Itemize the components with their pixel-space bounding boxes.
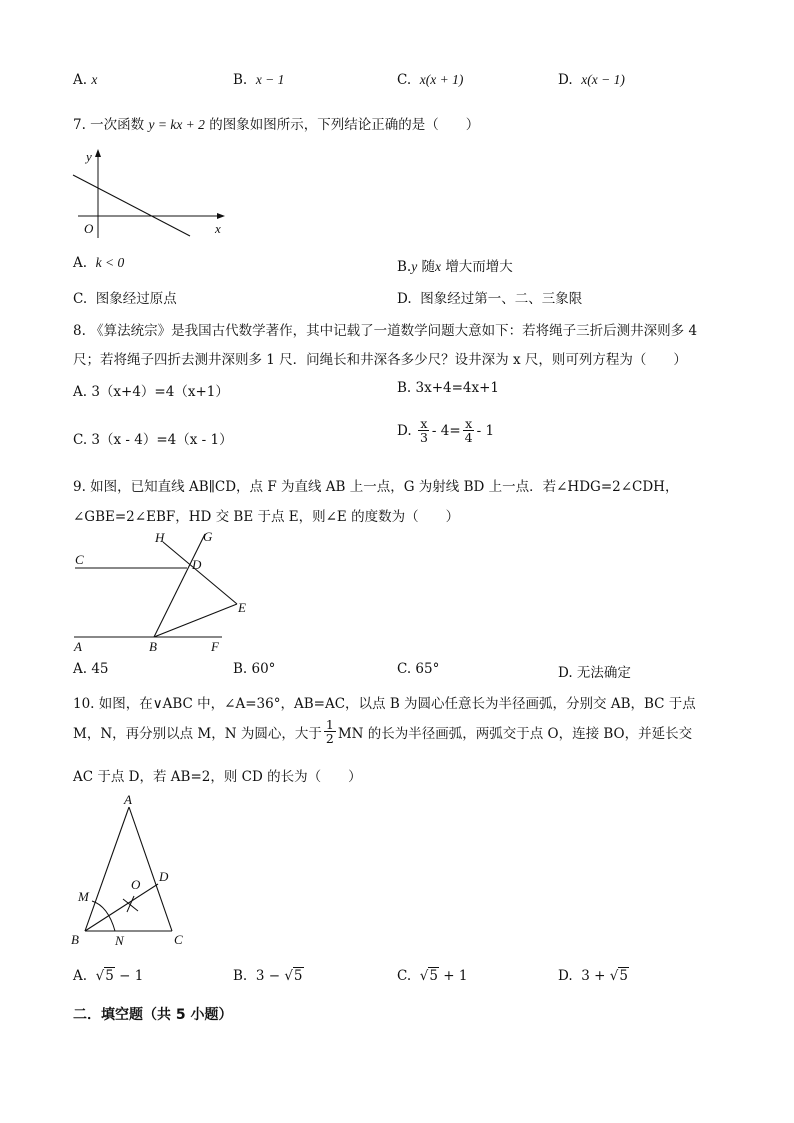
option-label: D. (397, 422, 412, 439)
label-f: F (211, 639, 219, 654)
bisector-bd (85, 884, 158, 931)
q9-figure (70, 528, 260, 658)
q7-option-b (397, 255, 513, 275)
sqrt-symbol: √ (419, 968, 429, 984)
q6-option-a (73, 72, 97, 88)
arc-mn (92, 901, 115, 931)
label-a: A (74, 639, 82, 654)
q9-option-c: C. 65° (397, 661, 440, 677)
origin-label: O (84, 221, 94, 236)
q10-figure (68, 788, 203, 950)
option-label: A. (73, 968, 88, 984)
y-axis-label: y (86, 149, 92, 164)
option-text: 随 (421, 259, 436, 275)
option-label: B. (397, 259, 412, 275)
option-label: B. (233, 72, 248, 88)
label-b: B (71, 932, 79, 947)
option-text: - 1 (476, 422, 495, 439)
denominator: 2 (325, 731, 334, 747)
label-c: C (174, 932, 183, 947)
q8-stem-line2: 尺；若将绳子四折去测井深则多 1 尺．问绳长和井深各多少尺？设井深为 x 尺，则可列方程为（ ） (73, 352, 687, 368)
q7-option-a (73, 255, 124, 271)
label-c: C (75, 552, 84, 567)
q8-stem-line1: 8. 《算法统宗》是我国古代数学著作，其中记载了一道数学问题大意如下：若将绳子三折后测井深则多 4 (73, 323, 698, 339)
denominator: 4 (464, 430, 473, 446)
line-hd (163, 542, 237, 604)
line-be (154, 604, 237, 637)
option-label: A. (73, 255, 88, 271)
option-label: C. (397, 968, 412, 984)
arc-mark-2 (127, 896, 134, 912)
radicand: 5 (105, 968, 114, 984)
label-a: A (124, 792, 132, 807)
q10-stem-line1: 10. 如图，在∨ABC 中，∠A=36°，AB=AC，以点 B 为圆心任意长为半径画弧，分别交 AB，BC 于点 (73, 696, 696, 712)
denominator: 3 (419, 430, 428, 446)
q8-option-d (397, 417, 494, 444)
option-text: 3 − (255, 968, 281, 984)
radicand: 5 (619, 968, 628, 984)
option-expr: x(x − 1) (581, 72, 625, 87)
q8-option-c: C. 3（x - 4）=4（x - 1） (73, 432, 233, 448)
q9-option-a: A. 45 (73, 661, 109, 677)
q9-option-d: D. 无法确定 (558, 665, 631, 681)
option-expr: x (91, 72, 98, 87)
radicand: 5 (293, 968, 303, 984)
option-label: A. (73, 72, 88, 88)
option-expr: x − 1 (255, 72, 285, 87)
label-g: G (203, 529, 213, 544)
q10-stem-line2 (73, 718, 692, 745)
option-label: D. (558, 968, 573, 984)
q10-stem-line3: AC 于点 D，若 AB=2，则 CD 的长为（ ） (73, 769, 362, 785)
label-n: N (115, 933, 124, 948)
sqrt-symbol: √ (284, 968, 293, 984)
option-text: 3 + (581, 968, 606, 984)
label-e: E (238, 600, 246, 615)
q10-option-d (558, 968, 629, 984)
label-d: D (159, 869, 169, 884)
label-d: D (192, 557, 202, 572)
fraction-x-over-4 (463, 417, 475, 444)
label-h: H (155, 530, 165, 545)
q10-option-a (73, 968, 143, 984)
q7-stem (73, 113, 479, 133)
option-label: B. (233, 968, 248, 984)
radicand: 5 (429, 968, 438, 984)
ray-bd (154, 534, 205, 637)
x-axis-arrow (217, 213, 225, 219)
q7-text-after: 的图象如图所示，下列结论正确的是（ ） (209, 117, 480, 133)
option-text: − 1 (119, 968, 144, 984)
option-label: D. (558, 72, 573, 88)
x-axis-label: x (215, 221, 221, 236)
option-label: C. (397, 72, 412, 88)
q9-stem-line1: 9. 如图，已知直线 AB∥CD，点 F 为直线 AB 上一点，G 为射线 BD 上一点．若∠HDG=2∠CDH， (73, 479, 679, 495)
q9-stem-line2: ∠GBE=2∠EBF，HD 交 BE 于点 E，则∠E 的度数为（ ） (73, 509, 460, 525)
option-expr: x(x + 1) (419, 72, 464, 87)
fraction-one-half (324, 718, 336, 745)
q10-option-c (397, 968, 467, 984)
q7-graph (70, 146, 240, 242)
var-x: x (435, 259, 442, 274)
q8-option-b: B. 3x+4=4x+1 (397, 380, 500, 396)
y-axis-arrow (95, 149, 101, 157)
option-text: + 1 (443, 968, 468, 984)
label-b: B (149, 639, 157, 654)
option-text: 增大而增大 (445, 259, 513, 275)
q7-formula: y = kx + 2 (148, 117, 205, 132)
q6-option-d (558, 72, 625, 88)
option-label: D. (397, 291, 412, 307)
q6-option-c (397, 72, 463, 88)
numerator: 1 (325, 717, 334, 732)
sqrt-symbol: √ (95, 968, 105, 984)
q8-option-a: A. 3（x+4）=4（x+1） (73, 384, 229, 400)
sqrt-symbol: √ (609, 968, 619, 984)
option-expr: k < 0 (95, 255, 125, 270)
fraction-x-over-3 (418, 417, 430, 444)
label-o: O (131, 877, 141, 892)
option-text: - 4= (431, 422, 461, 439)
option-label: C. (73, 291, 88, 307)
option-text: 图象经过第一、二、三象限 (420, 291, 583, 307)
numerator: x (420, 416, 428, 431)
q7-option-d (397, 287, 582, 307)
q10-option-b (233, 968, 304, 984)
q10-text: MN 的长为半径画弧，两弧交于点 O，连接 BO，并延长交 (337, 725, 693, 742)
label-m: M (78, 889, 89, 904)
q9-option-b: B. 60° (233, 661, 276, 677)
numerator: x (465, 416, 473, 431)
section-heading: 二．填空题（共 5 小题） (73, 1007, 233, 1023)
q7-text-before: 7. 一次函数 (73, 117, 145, 133)
q7-option-c (73, 287, 177, 307)
var-y: y (411, 259, 418, 274)
q10-text: M，N，再分别以点 M，N 为圆心，大于 (73, 725, 322, 742)
q6-option-b (233, 72, 284, 88)
option-text: 图象经过原点 (95, 291, 177, 307)
